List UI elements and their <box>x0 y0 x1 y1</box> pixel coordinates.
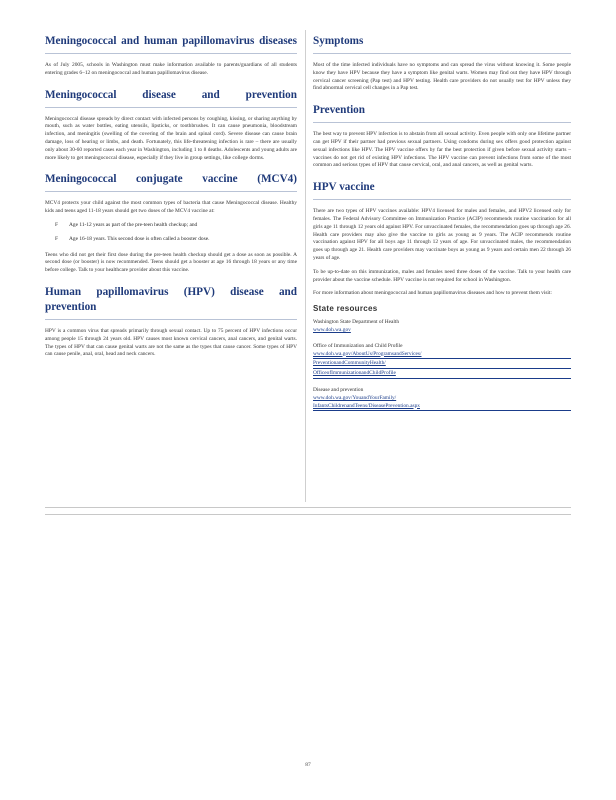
section-state-resources <box>313 304 571 411</box>
section-title-mcv4: Meningococcal conjugate vaccine (MCV4) <box>45 173 297 186</box>
resource-link[interactable]: www.doh.wa.gov <box>313 326 351 333</box>
page-number: 87 <box>305 762 311 768</box>
footer-rules <box>45 507 571 521</box>
section-intro <box>45 34 297 78</box>
intro-paragraph: As of July 2005, schools in Washington must make information available to parents/guardians of all students entering grades 6–12 on meningococcal and human papillomavirus disease. <box>45 62 297 76</box>
hpv-disease-paragraph: HPV is a common virus that spreads primarily through sexual contact. Up to 75 percent of HPV infections occur among people 15 through 24 years old. HPV causes most known cervical cancers, anal cancers, and genital warts. The types of HPV that can cause genital warts are not the same as the types that cause cancer. Some types of HPV can cause penile, anal, oral, head and neck cancers. <box>45 327 297 358</box>
more-info-paragraph: For more information about meningococcal and human papillomavirus diseases and how to prevent them visit: <box>313 290 552 297</box>
mcv4-booster-paragraph: Teens who did not get their first dose during the pre-teen health checkup should get a dose as soon as possible. A second dose (or booster) is now recommended. Teens should get a booster at age 16 through 18 years or any time before college. Talk to your healthcare provider about this vaccine. <box>45 251 297 274</box>
resource-label: Disease and prevention <box>313 386 364 393</box>
title-underline <box>313 122 571 123</box>
section-title-hpv-disease: Human papillomavirus (HPV) disease and prevention <box>45 285 297 313</box>
section-title-symptoms: Symptoms <box>313 35 364 47</box>
section-hpv-disease <box>45 285 297 359</box>
section-mcv4 <box>45 172 297 275</box>
resource-link[interactable]: www.doh.wa.gov/YouandYourFamily/ <box>313 394 397 401</box>
resource-label: Washington State Department of Health <box>313 319 400 326</box>
title-underline <box>45 53 297 54</box>
title-underline <box>45 191 297 192</box>
list-item-text: Age 16-18 years. This second dose is often called a booster dose. <box>69 235 210 242</box>
state-resources-heading: State resources <box>313 304 378 314</box>
list-item <box>45 222 297 230</box>
hpv-doses-paragraph: To be up-to-date on this immunization, males and females need three doses of the vaccine. Talk to your health care provider about the vaccine schedule. HPV vaccine is not required for school in Washington. <box>313 268 571 283</box>
section-symptoms <box>313 34 571 93</box>
column-divider <box>305 30 306 502</box>
right-column <box>313 34 571 419</box>
section-prevention <box>313 103 571 170</box>
bullet-mark: F <box>55 221 58 228</box>
resource-label: Office of Immunization and Child Profile <box>313 342 403 349</box>
symptoms-paragraph: Most of the time infected individuals have no symptoms and can spread the virus without knowing it. Some people know they have HPV because they have a symptom like genital warts. Women may find out they have HPV through cervical cancer screening (Pap test) and HPV testing. Health care providers do not usually test for HPV unless they find abnormal cervical cell changes in a Pap test. <box>313 62 571 92</box>
mcv4-dose-list <box>45 222 297 244</box>
footer-rule <box>45 514 571 515</box>
footer-rule <box>45 507 571 508</box>
title-underline <box>313 199 571 200</box>
section-title-prevention: Prevention <box>313 104 365 117</box>
mcv4-paragraph: MCV4 protects your child against the most common types of bacteria that cause Meningococcal disease. Healthy kids and teens aged 11-18 years should get two doses of the MCV4 vaccine at: <box>45 200 297 215</box>
section-title-hpv-vaccine: HPV vaccine <box>313 181 375 194</box>
prevention-paragraph: The best way to prevent HPV infection is to abstain from all sexual activity. Even people with only one lifetime partner can get HPV if their partner had previous sexual partners. Using condoms during sex offers good protection against sexual infections like HPV. The HPV vaccine offers by far the best protection if given before sexual activity starts – vaccines do not get rid of existing HPV infections. The HPV vaccine can prevent infections from some of the most common and serious types of HPV that cause cervical, oral, and anal cancers, as well as genital warts. <box>313 131 571 169</box>
list-item <box>45 236 297 244</box>
hpv-vaccine-paragraph: There are two types of HPV vaccines available: HPV4 licensed for males and females, and HPV2 licensed only for females. The Federal Advisory Committee on Immunization Practice (ACIP) recommends routine vaccination for all girls age 11 through 12 years old against HPV. For unvaccinated females, the recommendation goes up through age 26. Health care providers may also give the vaccine to girls as young as 9 years. The ACIP recommends routine vaccination against HPV for all boys age 11 through 12 years of age. For unvaccinated males, the recommendation goes up through age 21. Health care providers may vaccinate boys as young as 9 years and certain men 22 through 26 years of age. <box>313 208 571 261</box>
resource-link[interactable]: InfantsChildrenandTeens/DiseasePrevention.aspx <box>313 403 571 412</box>
title-underline <box>45 319 297 320</box>
section-hpv-vaccine <box>313 180 571 298</box>
title-underline <box>45 107 297 108</box>
resource-link[interactable]: www.doh.wa.gov/AboutUs/ProgramsandServices/ <box>313 351 571 360</box>
section-title-intro: Meningococcal and human papillomavirus diseases <box>45 35 297 47</box>
resource-doh <box>313 319 571 335</box>
left-column <box>45 34 297 365</box>
resource-disease-prevention <box>313 387 571 411</box>
section-meningococcal-disease <box>45 88 297 163</box>
meningococcal-paragraph: Meningococcal disease spreads by direct contact with infected persons by coughing, kissing, or sharing anything by mouth, such as water bottles, eating utensils, lipsticks, or toothbrushes. It can cause pneumonia, bloodstream infection, and meningitis (swelling of the covering of the brain and spinal cord). Severe disease can cause brain damage, loss of hearing or limbs, and death. Fortunately, this life-threatening infection is rare – there are usually only about 30-60 reported cases each year in Washington, including 1 to 8 deaths. Adolescents and young adults are more likely to get meningococcal disease, especially if they live in group settings, like college dorms. <box>45 115 297 161</box>
resource-link[interactable]: OfficeofImmunizationandChildProfile <box>313 370 571 379</box>
resource-link[interactable]: PreventionandCommunityHealth/ <box>313 360 571 369</box>
bullet-mark: F <box>55 235 58 242</box>
resource-immunization <box>313 343 571 379</box>
section-title-meningococcal-disease: Meningococcal disease and prevention <box>45 88 297 101</box>
title-underline <box>313 53 571 54</box>
list-item-text: Age 11-12 years as part of the pre-teen health checkup; and <box>69 221 198 228</box>
